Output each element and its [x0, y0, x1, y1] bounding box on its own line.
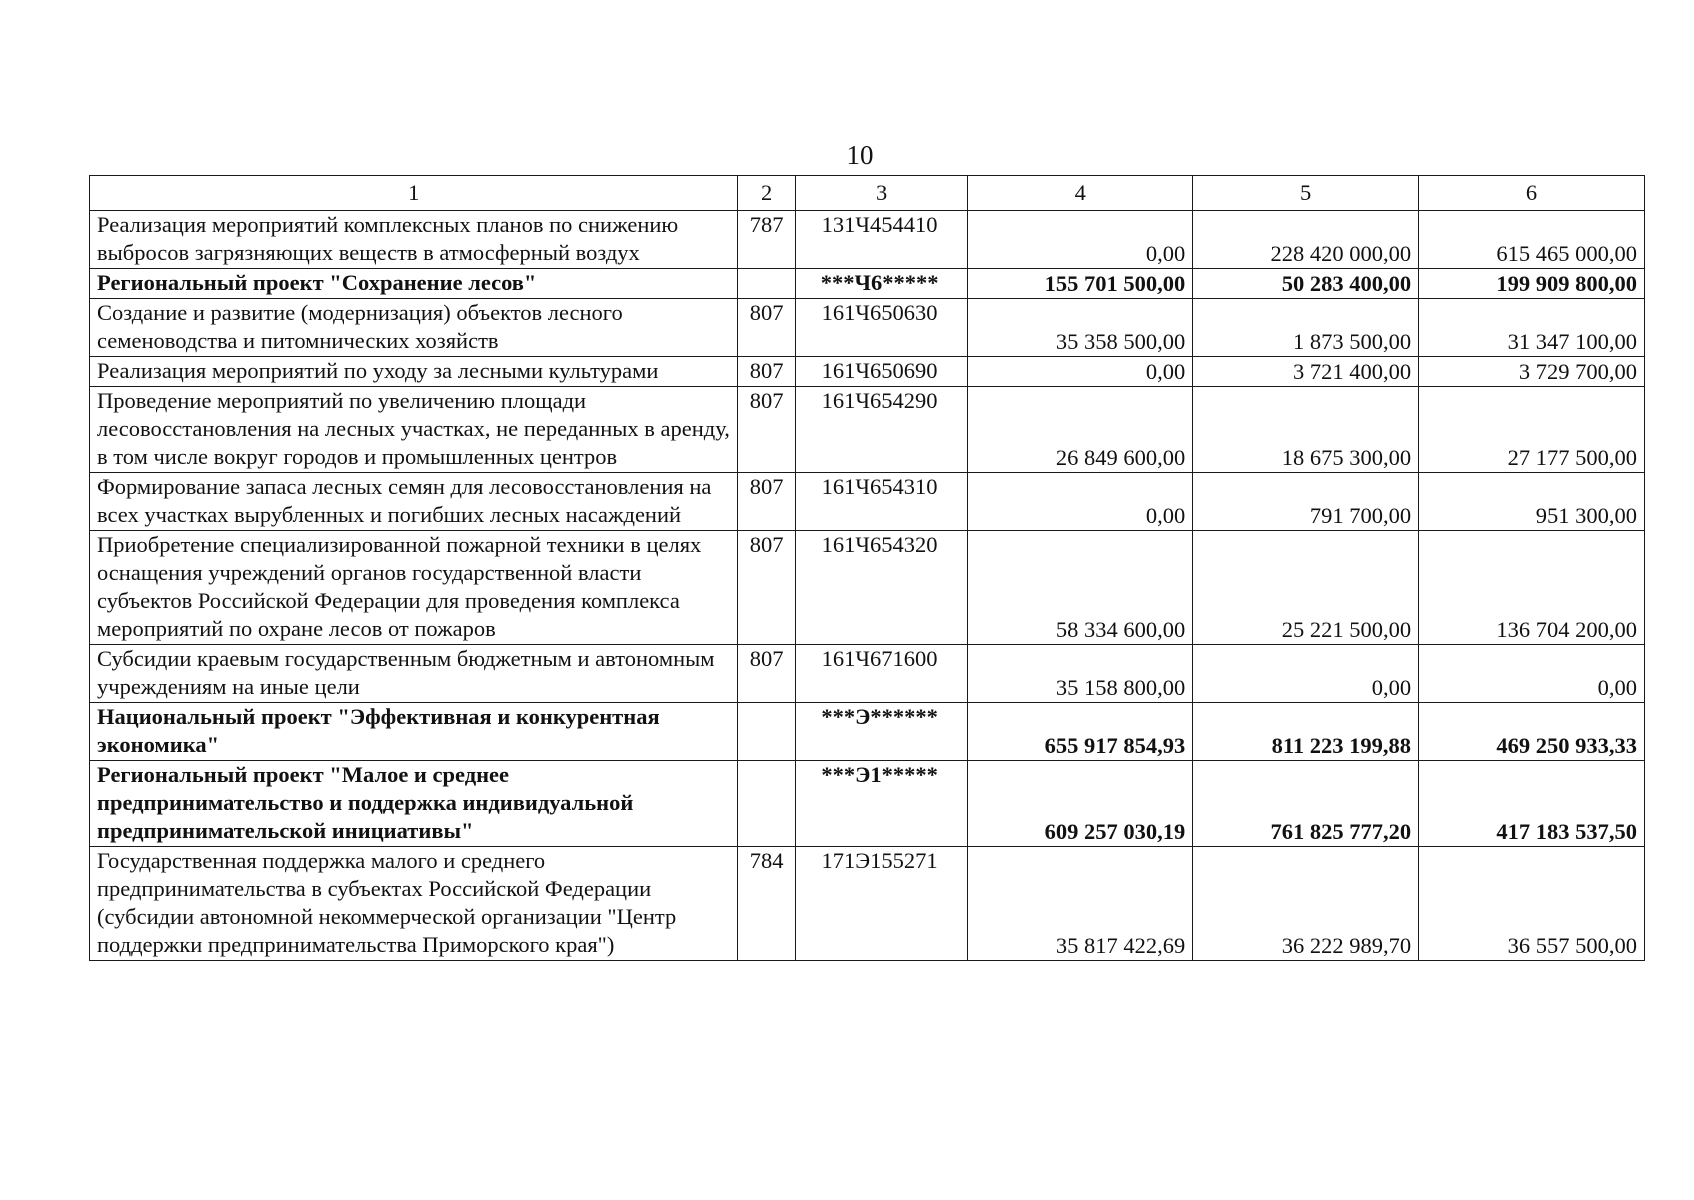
row-code	[738, 703, 795, 761]
row-name: Государственная поддержка малого и среднего предпринимательства в субъектах Российской Федерации (субсидии автономной некоммерческой организации "Центр поддержки предпринимательства Приморского края")	[90, 847, 738, 961]
row-code: 807	[738, 473, 795, 531]
row-name: Проведение мероприятий по увеличению площади лесовосстановления на лесных участках, не переданных в аренду, в том числе вокруг городов и промышленных центров	[90, 387, 738, 473]
row-kbk: 161Ч650690	[795, 357, 967, 387]
table-row	[90, 211, 1645, 269]
row-value-col6: 951 300,00	[1419, 473, 1645, 531]
row-value-col4: 609 257 030,19	[968, 761, 1193, 847]
row-value-col5: 761 825 777,20	[1193, 761, 1419, 847]
table-row	[90, 269, 1645, 299]
row-value-col4: 35 817 422,69	[968, 847, 1193, 961]
header-cell: 5	[1193, 176, 1419, 211]
row-name: Региональный проект "Сохранение лесов"	[90, 269, 738, 299]
row-name: Приобретение специализированной пожарной техники в целях оснащения учреждений органов государственной власти субъектов Российской Федерации для проведения комплекса мероприятий по охране лесов от пожаров	[90, 531, 738, 645]
row-kbk: 161Ч671600	[795, 645, 967, 703]
row-value-col5: 18 675 300,00	[1193, 387, 1419, 473]
row-code: 807	[738, 531, 795, 645]
table-row	[90, 299, 1645, 357]
row-kbk: 171Э155271	[795, 847, 967, 961]
row-name: Создание и развитие (модернизация) объектов лесного семеноводства и питомнических хозяйств	[90, 299, 738, 357]
row-value-col6: 199 909 800,00	[1419, 269, 1645, 299]
table-row	[90, 357, 1645, 387]
row-value-col4: 26 849 600,00	[968, 387, 1193, 473]
row-name: Реализация мероприятий комплексных планов по снижению выбросов загрязняющих веществ в атмосферный воздух	[90, 211, 738, 269]
table-row	[90, 387, 1645, 473]
row-value-col4: 58 334 600,00	[968, 531, 1193, 645]
row-value-col6: 615 465 000,00	[1419, 211, 1645, 269]
row-value-col5: 0,00	[1193, 645, 1419, 703]
table-row	[90, 473, 1645, 531]
row-value-col4: 155 701 500,00	[968, 269, 1193, 299]
row-value-col5: 3 721 400,00	[1193, 357, 1419, 387]
row-code: 787	[738, 211, 795, 269]
row-value-col4: 0,00	[968, 211, 1193, 269]
row-value-col4: 35 358 500,00	[968, 299, 1193, 357]
row-name: Субсидии краевым государственным бюджетным и автономным учреждениям на иные цели	[90, 645, 738, 703]
row-code: 807	[738, 387, 795, 473]
row-value-col5: 228 420 000,00	[1193, 211, 1419, 269]
row-value-col4: 0,00	[968, 357, 1193, 387]
table-row	[90, 531, 1645, 645]
row-kbk: 161Ч654320	[795, 531, 967, 645]
table-row	[90, 703, 1645, 761]
table-row	[90, 847, 1645, 961]
row-name: Национальный проект "Эффективная и конкурентная экономика"	[90, 703, 738, 761]
row-value-col6: 3 729 700,00	[1419, 357, 1645, 387]
row-value-col5: 811 223 199,88	[1193, 703, 1419, 761]
page-number: 10	[846, 140, 874, 170]
row-value-col6: 417 183 537,50	[1419, 761, 1645, 847]
row-code: 807	[738, 299, 795, 357]
row-value-col4: 655 917 854,93	[968, 703, 1193, 761]
row-code: 807	[738, 645, 795, 703]
row-code: 807	[738, 357, 795, 387]
table-row	[90, 761, 1645, 847]
header-cell: 4	[968, 176, 1193, 211]
row-value-col4: 0,00	[968, 473, 1193, 531]
row-value-col4: 35 158 800,00	[968, 645, 1193, 703]
row-name: Региональный проект "Малое и среднее предпринимательство и поддержка индивидуальной предпринимательской инициативы"	[90, 761, 738, 847]
row-name: Реализация мероприятий по уходу за лесными культурами	[90, 357, 738, 387]
row-value-col5: 50 283 400,00	[1193, 269, 1419, 299]
row-kbk: 161Ч650630	[795, 299, 967, 357]
row-value-col5: 36 222 989,70	[1193, 847, 1419, 961]
budget-table	[89, 175, 1645, 961]
row-kbk: 131Ч454410	[795, 211, 967, 269]
row-value-col5: 1 873 500,00	[1193, 299, 1419, 357]
header-cell: 6	[1419, 176, 1645, 211]
row-kbk: 161Ч654310	[795, 473, 967, 531]
header-cell: 2	[738, 176, 795, 211]
row-kbk: ***Ч6*****	[795, 269, 967, 299]
header-cell: 3	[795, 176, 967, 211]
row-value-col6: 469 250 933,33	[1419, 703, 1645, 761]
row-value-col6: 0,00	[1419, 645, 1645, 703]
row-value-col6: 31 347 100,00	[1419, 299, 1645, 357]
row-kbk: ***Э1*****	[795, 761, 967, 847]
row-name: Формирование запаса лесных семян для лесовосстановления на всех участках вырубленных и погибших лесных насаждений	[90, 473, 738, 531]
row-value-col6: 136 704 200,00	[1419, 531, 1645, 645]
row-value-col5: 791 700,00	[1193, 473, 1419, 531]
row-code	[738, 761, 795, 847]
row-value-col6: 27 177 500,00	[1419, 387, 1645, 473]
row-value-col6: 36 557 500,00	[1419, 847, 1645, 961]
row-value-col5: 25 221 500,00	[1193, 531, 1419, 645]
header-cell: 1	[90, 176, 738, 211]
row-kbk: 161Ч654290	[795, 387, 967, 473]
row-kbk: ***Э******	[795, 703, 967, 761]
row-code	[738, 269, 795, 299]
table-header-row	[90, 176, 1645, 211]
row-code: 784	[738, 847, 795, 961]
table-row	[90, 645, 1645, 703]
